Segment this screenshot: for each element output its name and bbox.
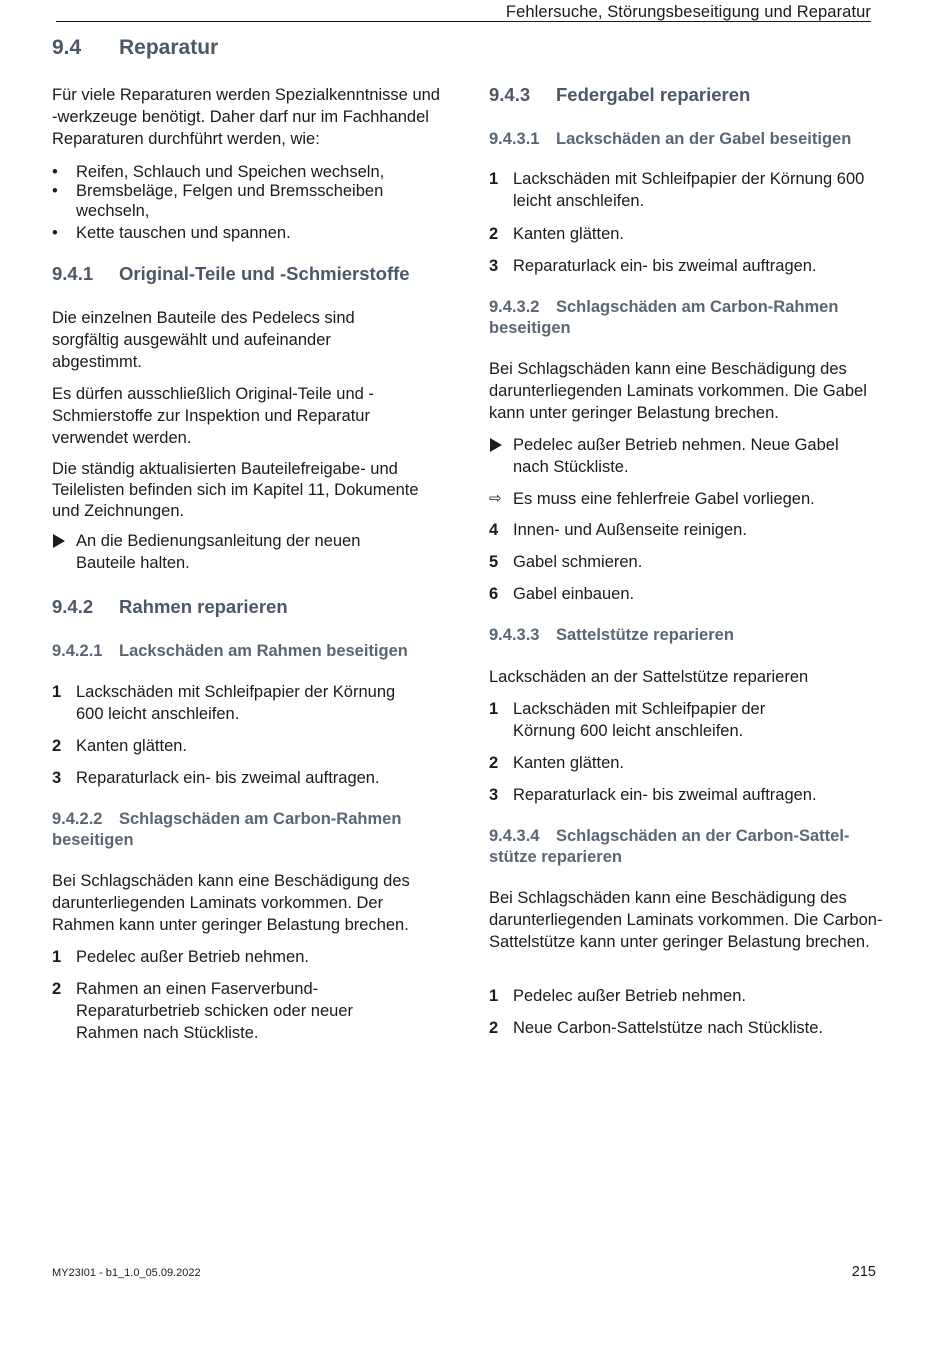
paragraph: Es dürfen ausschließlich Original-Teile und -Schmierstoffe zur Inspektion und Reparatur verwendet werden. bbox=[52, 385, 374, 447]
subsection-heading: 9.4.2 Rahmen reparieren bbox=[52, 596, 288, 617]
section-title: Reparatur bbox=[119, 36, 219, 59]
result-arrow-icon: ⇨ bbox=[489, 490, 502, 507]
subsubsection-heading: 9.4.3.2 Schlagschäden am Carbon-Rahmen beseitigen bbox=[489, 298, 839, 337]
subsection-heading: 9.4.1 Original-Teile und -Schmierstoffe bbox=[52, 263, 410, 284]
numbered-step: 5 Gabel schmieren. bbox=[489, 553, 643, 571]
numbered-step: 3 Reparaturlack ein- bis zweimal auftragen. bbox=[489, 257, 817, 275]
bullet-icon: • bbox=[52, 182, 58, 200]
numbered-step: 3 Reparaturlack ein- bis zweimal auftragen. bbox=[52, 769, 380, 787]
numbered-step: 2 Kanten glätten. bbox=[489, 225, 625, 243]
numbered-step: 4 Innen- und Außenseite reinigen. bbox=[489, 521, 747, 539]
numbered-step: 2 Neue Carbon-Sattelstütze nach Stückliste. bbox=[489, 1019, 823, 1037]
paragraph: Die einzelnen Bauteile des Pedelecs sind sorgfältig ausgewählt und aufeinander abgestimmt. bbox=[52, 309, 355, 371]
bullet-icon: • bbox=[52, 224, 58, 242]
paragraph: Bei Schlagschäden kann eine Beschädigung des darunterliegenden Laminats vorkommen. Die Gabel kann unter geringer Belastung brechen. bbox=[489, 360, 867, 422]
action-step: An die Bedienungsanleitung der neuen Bauteile halten. bbox=[52, 530, 412, 574]
numbered-step: 3 Reparaturlack ein- bis zweimal auftragen. bbox=[489, 786, 817, 804]
page-number: 215 bbox=[851, 1264, 876, 1280]
numbered-step: 6 Gabel einbauen. bbox=[489, 585, 635, 603]
section-heading bbox=[52, 36, 218, 60]
subsubsection-heading: 9.4.2.1 Lackschäden am Rahmen beseitigen bbox=[52, 642, 408, 660]
paragraph: Die ständig aktualisierten Bauteilefreigabe- und Teilelisten befinden sich im Kapitel 11, Dokumente und Zeichnungen. bbox=[52, 460, 419, 520]
numbered-step: 1 Pedelec außer Betrieb nehmen. bbox=[489, 987, 746, 1005]
action-triangle-icon bbox=[53, 534, 65, 548]
numbered-step: 1 Lackschäden mit Schleifpapier der Körnung 600 leicht anschleifen. bbox=[489, 170, 865, 210]
numbered-step: 1 Pedelec außer Betrieb nehmen. bbox=[52, 948, 309, 966]
header-divider bbox=[56, 21, 871, 22]
numbered-step: 2 Kanten glätten. bbox=[52, 737, 188, 755]
action-triangle-icon bbox=[490, 438, 502, 452]
subsection-heading: 9.4.3 Federgabel reparieren bbox=[489, 84, 751, 105]
section-number: 9.4 bbox=[52, 36, 82, 59]
numbered-step: 2 Kanten glätten. bbox=[489, 754, 625, 772]
paragraph: Lackschäden an der Sattelstütze reparieren bbox=[489, 668, 809, 686]
paragraph: Bei Schlagschäden kann eine Beschädigung des darunterliegenden Laminats vorkommen. Der Rahmen kann unter geringer Belastung brechen. bbox=[52, 872, 410, 934]
running-header: Fehlersuche, Störungsbeseitigung und Reparatur bbox=[505, 3, 871, 21]
subsubsection-heading: 9.4.3.4 Schlagschäden an der Carbon-Sattel- stütze reparieren bbox=[489, 827, 850, 866]
paragraph: Bei Schlagschäden kann eine Beschädigung des darunterliegenden Laminats vorkommen. Die Carbon-Sattelstütze kann unter geringer Belastung brechen. bbox=[489, 889, 883, 951]
numbered-step: 2 Rahmen an einen Faserverbund-Reparaturbetrieb schicken oder neuer Rahmen nach Stückliste. bbox=[52, 980, 353, 1042]
subsubsection-heading: 9.4.2.2 Schlagschäden am Carbon-Rahmen beseitigen bbox=[52, 810, 402, 849]
list-item: • Bremsbeläge, Felgen und Bremsscheiben wechseln, bbox=[52, 182, 384, 220]
bullet-icon: • bbox=[52, 163, 58, 181]
list-item: • Kette tauschen und spannen. bbox=[52, 224, 291, 242]
action-step: Pedelec außer Betrieb nehmen. Neue Gabel nach Stückliste. bbox=[489, 434, 869, 478]
result-step: ⇨ Es muss eine fehlerfreie Gabel vorliegen. bbox=[489, 490, 815, 508]
subsubsection-heading: 9.4.3.3 Sattelstütze reparieren bbox=[489, 626, 734, 644]
subsubsection-heading: 9.4.3.1 Lackschäden an der Gabel beseitigen bbox=[489, 130, 852, 148]
list-item: • Reifen, Schlauch und Speichen wechseln, bbox=[52, 163, 385, 181]
footer-document-id: MY23I01 - b1_1.0_05.09.2022 bbox=[52, 1267, 201, 1279]
intro-paragraph: Für viele Reparaturen werden Spezialkenntnisse und -werkzeuge benötigt. Daher darf nur im Fachhandel Reparaturen durchführt werden, wie: bbox=[52, 86, 440, 148]
numbered-step: 1 Lackschäden mit Schleifpapier der Körnung 600 leicht anschleifen. bbox=[489, 700, 766, 740]
numbered-step: 1 Lackschäden mit Schleifpapier der Körnung 600 leicht anschleifen. bbox=[52, 683, 396, 723]
